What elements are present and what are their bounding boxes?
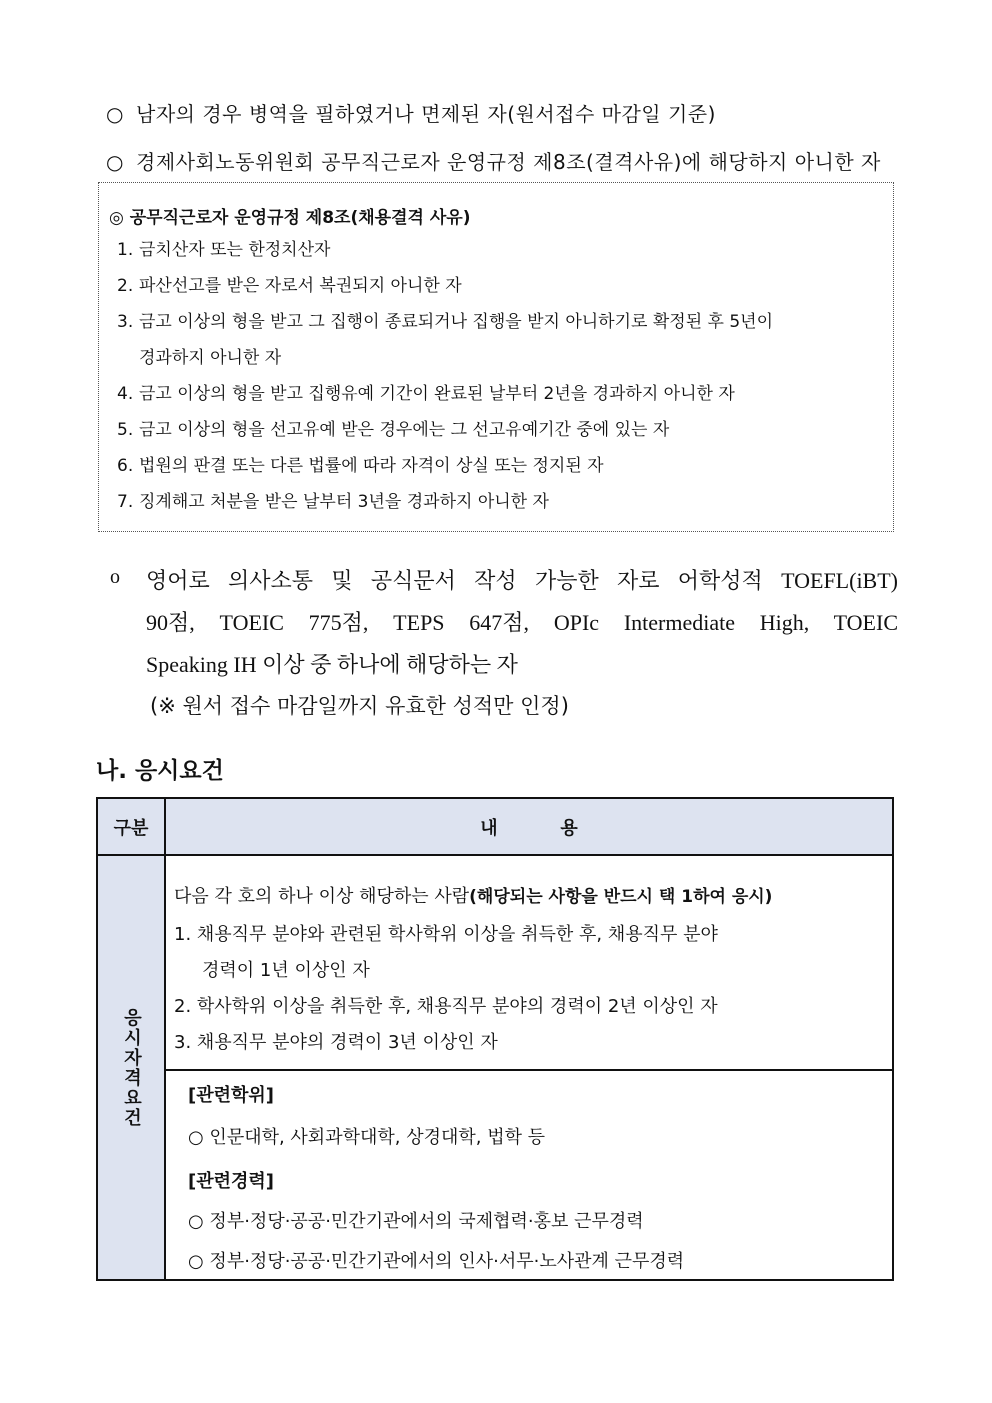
list-item: 2. 파산선고를 받은 자로서 복권되지 아니한 자 [117,276,462,296]
requirement-2: 2. 학사학위 이상을 취득한 후, 채용직무 분야의 경력이 2년 이상인 자 [174,996,718,1017]
list-item: 5. 금고 이상의 형을 선고유예 받은 경우에는 그 선고유예기간 중에 있는 자 [117,420,670,440]
o-bullet-icon: o [110,566,120,588]
career-item: ○ 정부·정당·공공·민간기관에서의 국제협력·홍보 근무경력 [188,1211,644,1232]
list-item-continuation: 경과하지 아니한 자 [139,348,282,368]
eligibility-cell [165,855,893,1070]
english-note: (※ 원서 접수 마감일까지 유효한 성적만 인정) [150,694,569,718]
qualification-military: ○ 남자의 경우 병역을 필하였거나 면제된 자(원서접수 마감일 기준) [106,102,716,126]
header-content: 내 용 [165,798,893,855]
list-item: 3. 금고 이상의 형을 받고 그 집행이 종료되거나 집행을 받지 아니하기로 확정된 후 5년이 [117,312,774,332]
header-category: 구분 [97,798,165,855]
career-item: ○ 정부·정당·공공·민간기관에서의 인사·서무·노사관계 근무경력 [188,1251,685,1272]
eligibility-intro: 다음 각 호의 하나 이상 해당하는 사람(해당되는 사항을 반드시 택 1하여 응시) [174,886,773,907]
career-title: [관련경력] [188,1171,275,1192]
row-label: 응시자격요건 [97,855,165,1280]
qualification-regulation: ○ 경제사회노동위원회 공무직근로자 운영규정 제8조(결격사유)에 해당하지 아니한 자 [106,150,881,174]
english-line-3: Speaking IH 이상 중 하나에 해당하는 자 [146,652,518,677]
list-item: 1. 금치산자 또는 한정치산자 [117,240,331,260]
english-line-1: 영어로 의사소통 및 공식문서 작성 가능한 자로 어학성적 TOEFL(iBT) [146,568,898,593]
section-title: 나. 응시요건 [96,758,224,784]
requirement-1: 1. 채용직무 분야와 관련된 학사학위 이상을 취득한 후, 채용직무 분야 [174,924,718,945]
circle-bullet-icon: ○ [106,150,124,174]
requirement-1-cont: 경력이 1년 이상인 자 [202,960,370,981]
disqualification-box [98,182,894,532]
circle-bullet-icon: ○ [106,102,124,126]
list-item: 6. 법원의 판결 또는 다른 법률에 따라 자격이 상실 또는 정지된 자 [117,456,604,476]
list-item: 4. 금고 이상의 형을 받고 집행유예 기간이 완료된 날부터 2년을 경과하지 아니한 자 [117,384,735,404]
box-title: ◎ 공무직근로자 운영규정 제8조(채용결격 사유) [109,208,471,228]
degree-item: ○ 인문대학, 사회과학대학, 상경대학, 법학 등 [188,1127,546,1148]
related-cell [165,1070,893,1280]
english-line-2: 90점, TOEIC 775점, TEPS 647점, OPIc Intermediate High, TOEIC [146,610,898,635]
degree-title: [관련학위] [188,1085,275,1106]
list-item: 7. 징계해고 처분을 받은 날부터 3년을 경과하지 아니한 자 [117,492,549,512]
requirement-3: 3. 채용직무 분야의 경력이 3년 이상인 자 [174,1032,498,1053]
requirements-table [96,797,894,1281]
